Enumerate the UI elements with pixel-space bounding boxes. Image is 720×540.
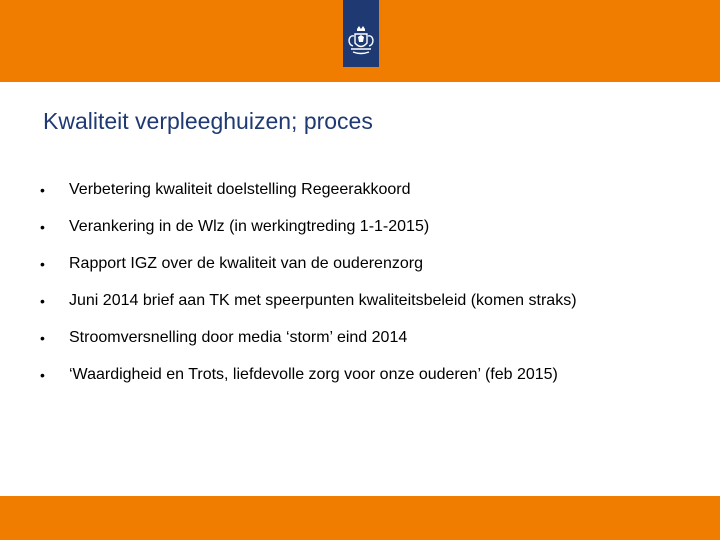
bullet-item [0, 215, 720, 252]
slide-title: Kwaliteit verpleeghuizen; proces [43, 108, 373, 134]
bullet-marker: • [40, 256, 45, 273]
bullet-list [0, 178, 720, 401]
bullet-text: Stroomversnelling door media ‘storm’ eind 2014 [69, 329, 408, 347]
bullet-item [0, 252, 720, 289]
bullet-text: Rapport IGZ over de kwaliteit van de ouderenzorg [69, 255, 423, 273]
bullet-text: Verbetering kwaliteit doelstelling Regeerakkoord [69, 181, 411, 198]
bullet-marker: • [40, 293, 45, 310]
bullet-marker: • [40, 367, 45, 384]
top-header-band [0, 0, 720, 82]
bullet-marker: • [40, 219, 45, 236]
bullet-item [0, 289, 720, 326]
bullet-item [0, 178, 720, 215]
bullet-marker: • [40, 182, 45, 198]
bullet-text: Juni 2014 brief aan TK met speerpunten kwaliteitsbeleid (komen straks) [69, 292, 577, 310]
coat-of-arms-icon [343, 0, 379, 67]
government-logo [343, 0, 379, 67]
bottom-footer-band [0, 496, 720, 540]
bullet-item [0, 363, 720, 400]
bullet-text: Verankering in de Wlz (in werkingtreding 1-1-2015) [69, 218, 430, 236]
bullet-item [0, 326, 720, 363]
bullet-marker: • [40, 330, 45, 347]
bullet-text: ‘Waardigheid en Trots, liefdevolle zorg voor onze ouderen’ (feb 2015) [69, 366, 558, 384]
